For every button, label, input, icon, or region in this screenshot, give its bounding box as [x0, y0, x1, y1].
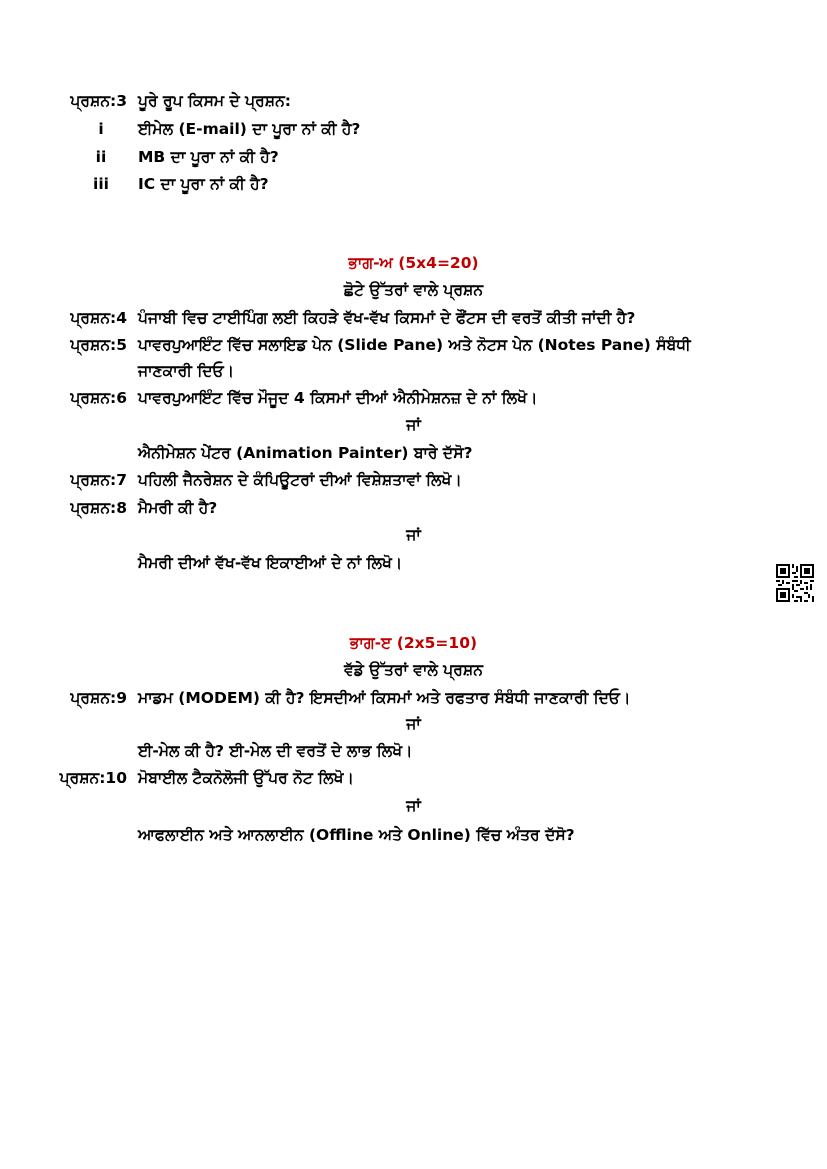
q5-text-line2: ਜਾਣਕਾਰੀ ਦਿਓ।	[138, 362, 235, 380]
q4-label: ਪ੍ਰਸ਼ਨ:4	[70, 309, 127, 327]
q8-text: ਮੈਮਰੀ ਕੀ ਹੈ?	[138, 499, 218, 517]
q6-text: ਪਾਵਰਪੁਆਇੰਟ ਵਿੱਚ ਮੌਜੂਦ 4 ਕਿਸਮਾਂ ਦੀਆਂ ਐਨੀਮੇਸ਼ਨਜ਼ ਦੇ ਨਾਂ ਲਿਖੋ।	[138, 389, 538, 407]
q3-item-num: i	[98, 120, 104, 138]
q9-text: ਮਾਡਮ (MODEM) ਕੀ ਹੈ? ਇਸਦੀਆਂ ਕਿਸਮਾਂ ਅਤੇ ਰਫਤਾਰ ਸੰਬੰਧੀ ਜਾਣਕਾਰੀ ਦਿਓ।	[138, 689, 631, 707]
q3-item-text: MB ਦਾ ਪੂਰਾ ਨਾਂ ਕੀ ਹੈ?	[138, 148, 279, 166]
q10-alt-text: ਆਫਲਾਈਨ ਅਤੇ ਆਨਲਾਈਨ (Offline ਅਤੇ Online) ਵਿੱਚ ਅੰਤਰ ਦੱਸੋ?	[138, 826, 575, 844]
q9-label: ਪ੍ਰਸ਼ਨ:9	[70, 689, 127, 707]
q5-label: ਪ੍ਰਸ਼ਨ:5	[70, 336, 127, 354]
q10-label: ਪ੍ਰਸ਼ਨ:10	[59, 769, 127, 787]
q6-label: ਪ੍ਰਸ਼ਨ:6	[70, 389, 127, 407]
section-a-subheading: ਛੋਟੇ ਉੱਤਰਾਂ ਵਾਲੇ ਪ੍ਰਸ਼ਨ	[343, 281, 484, 299]
q8-or: ਜਾਂ	[406, 526, 421, 544]
q4-text: ਪੰਜਾਬੀ ਵਿਚ ਟਾਈਪਿੰਗ ਲਈ ਕਿਹੜੇ ਵੱਖ-ਵੱਖ ਕਿਸਮਾਂ ਦੇ ਫੌਂਟਸ ਦੀ ਵਰਤੋਂ ਕੀਤੀ ਜਾਂਦੀ ਹੈ?	[138, 309, 636, 327]
q10-or: ਜਾਂ	[406, 797, 421, 815]
section-a-heading: ਭਾਗ-ਅ (5x4=20)	[348, 254, 479, 272]
q8-label: ਪ੍ਰਸ਼ਨ:8	[70, 499, 127, 517]
q3-title: ਪੂਰੇ ਰੂਪ ਕਿਸਮ ਦੇ ਪ੍ਰਸ਼ਨ:	[138, 92, 291, 110]
q5-text-line1: ਪਾਵਰਪੁਆਇੰਟ ਵਿੱਚ ਸਲਾਇਡ ਪੇਨ (Slide Pane) ਅਤੇ ਨੋਟਸ ਪੇਨ (Notes Pane) ਸੰਬੰਧੀ	[138, 336, 691, 354]
q3-label: ਪ੍ਰਸ਼ਨ:3	[70, 92, 127, 110]
q6-alt-text: ਐਨੀਮੇਸ਼ਨ ਪੇਂਟਰ (Animation Painter) ਬਾਰੇ ਦੱਸੋ?	[138, 444, 473, 462]
qr-code-icon	[776, 564, 814, 602]
section-e-subheading: ਵੱਡੇ ਉੱਤਰਾਂ ਵਾਲੇ ਪ੍ਰਸ਼ਨ	[344, 661, 483, 679]
q3-item-text: ਈਮੇਲ (E-mail) ਦਾ ਪੂਰਾ ਨਾਂ ਕੀ ਹੈ?	[138, 120, 361, 138]
q9-or: ਜਾਂ	[406, 715, 421, 733]
q10-text: ਮੋਬਾਈਲ ਟੈਕਨੋਲੋਜੀ ਉੱਪਰ ਨੋਟ ਲਿਖੋ।	[138, 769, 354, 787]
section-e-heading: ਭਾਗ-ੲ (2x5=10)	[349, 634, 478, 652]
q6-or: ਜਾਂ	[406, 416, 421, 434]
q7-label: ਪ੍ਰਸ਼ਨ:7	[70, 471, 127, 489]
q9-alt-text: ਈ-ਮੇਲ ਕੀ ਹੈ? ਈ-ਮੇਲ ਦੀ ਵਰਤੋਂ ਦੇ ਲਾਭ ਲਿਖੋ।	[138, 742, 413, 760]
q3-item-text: IC ਦਾ ਪੂਰਾ ਨਾਂ ਕੀ ਹੈ?	[138, 175, 269, 193]
q7-text: ਪਹਿਲੀ ਜੈਨਰੇਸ਼ਨ ਦੇ ਕੰਪਿਊਟਰਾਂ ਦੀਆਂ ਵਿਸ਼ੇਸ਼ਤਾਵਾਂ ਲਿਖੋ।	[138, 471, 462, 489]
q8-alt-text: ਮੈਮਰੀ ਦੀਆਂ ਵੱਖ-ਵੱਖ ਇਕਾਈਆਂ ਦੇ ਨਾਂ ਲਿਖੋ।	[138, 554, 403, 572]
q3-item-num: iii	[93, 175, 109, 193]
q3-item-num: ii	[95, 148, 107, 166]
